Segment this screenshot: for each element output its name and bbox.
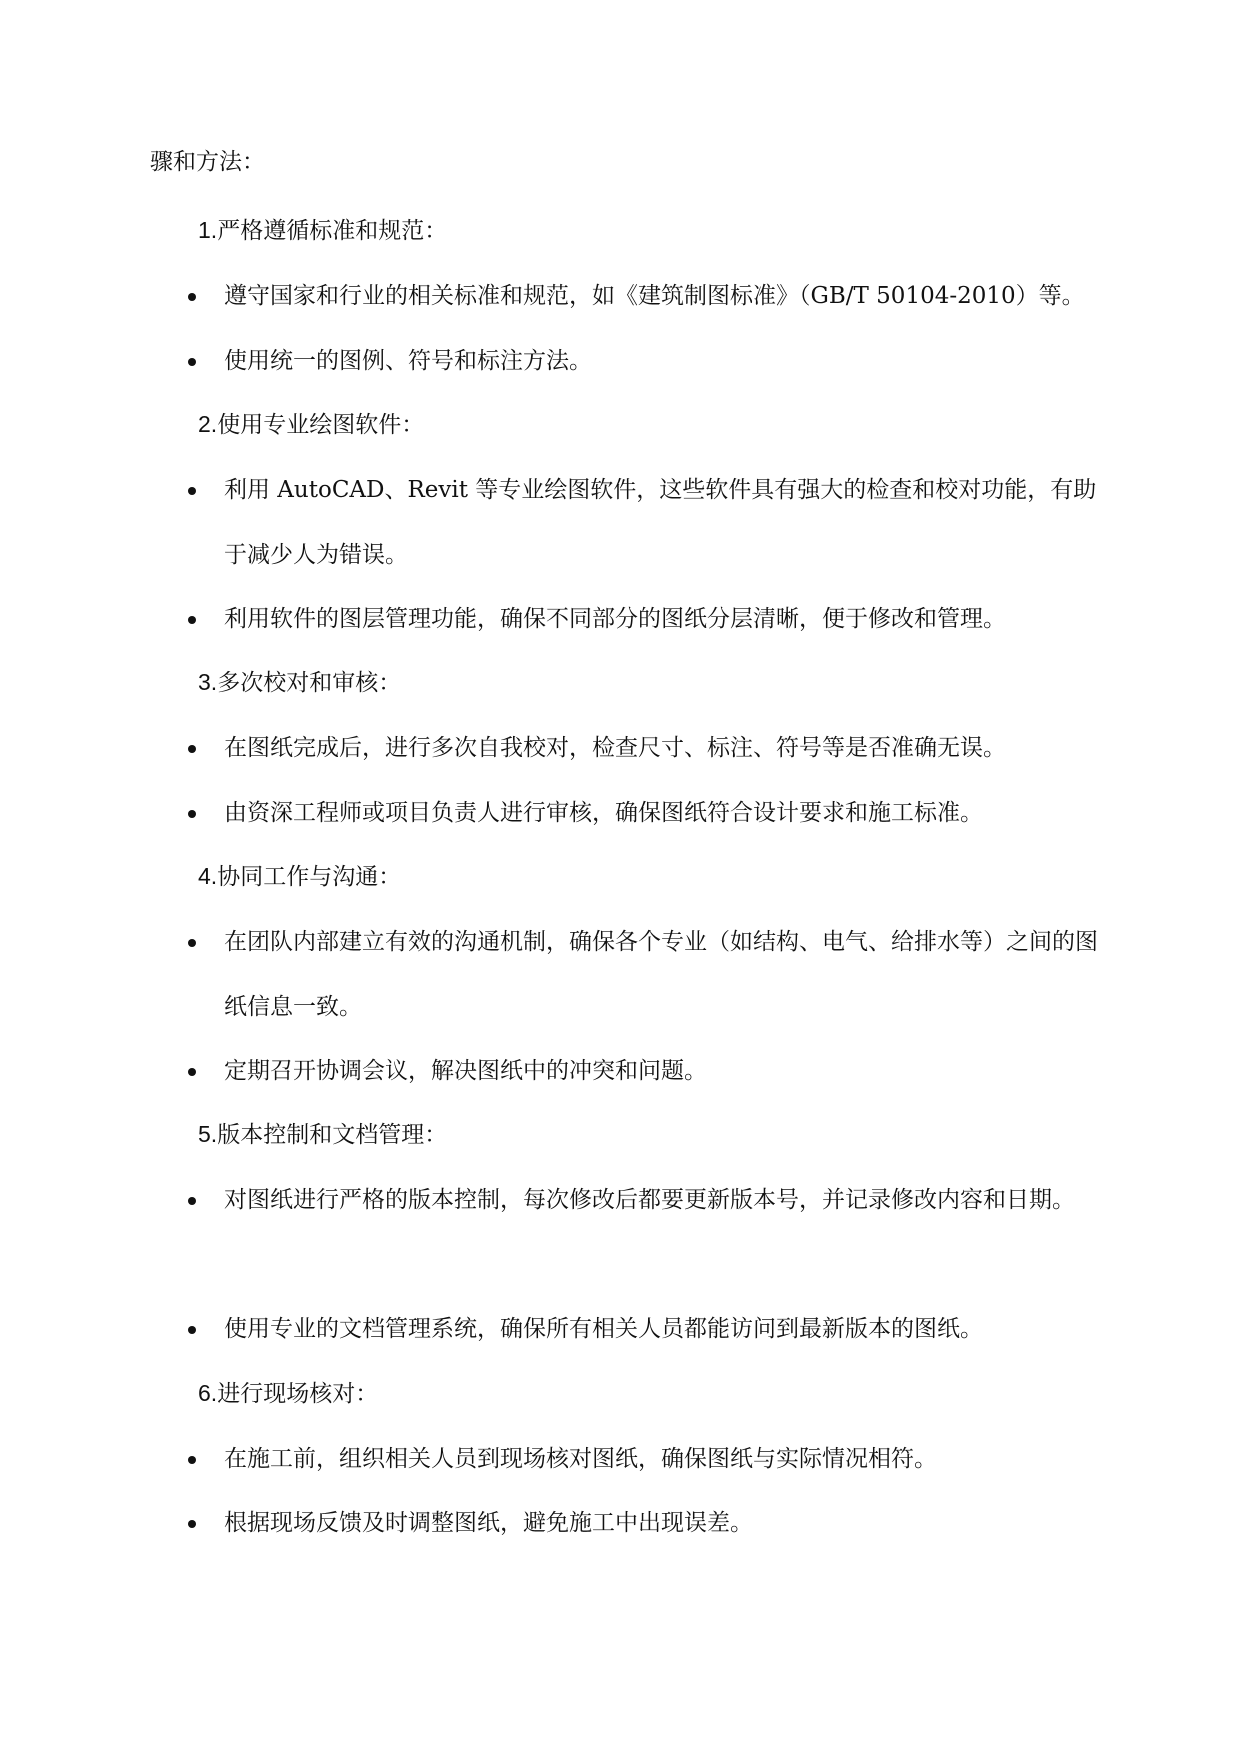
section-number: 4.: [198, 863, 218, 889]
bullet-icon: [188, 358, 196, 366]
list-item-text: 在图纸完成后，进行多次自我校对，检查尺寸、标注、符号等是否准确无误。: [224, 735, 1006, 761]
section-title: 协同工作与沟通：: [217, 864, 402, 890]
intro-text: 骤和方法：: [150, 149, 265, 175]
section-heading: [198, 666, 401, 699]
section-number: 5.: [198, 1121, 218, 1147]
bullet-icon: [188, 487, 196, 495]
section-heading: [198, 1377, 378, 1410]
section-title: 使用专业绘图软件：: [217, 412, 425, 438]
section-title: 严格遵循标准和规范：: [217, 218, 448, 244]
list-item-text: 遵守国家和行业的相关标准和规范，如《建筑制图标准》（GB/T 50104-2010）等。: [224, 283, 1085, 309]
list-item-text: 根据现场反馈及时调整图纸，避免施工中出现误差。: [224, 1510, 753, 1536]
section-title: 多次校对和审核：: [217, 670, 402, 696]
bullet-icon: [188, 293, 196, 301]
bullet-icon: [188, 745, 196, 753]
section-number: 1.: [198, 217, 218, 243]
list-item-text: 对图纸进行严格的版本控制，每次修改后都要更新版本号，并记录修改内容和日期。: [224, 1187, 1075, 1213]
section-number: 2.: [198, 411, 218, 437]
list-item-text: 在团队内部建立有效的沟通机制，确保各个专业（如结构、电气、给排水等）之间的图纸信息一致。: [224, 929, 1098, 1020]
bullet-icon: [188, 939, 196, 947]
bullet-icon: [188, 1068, 196, 1076]
section-title: 进行现场核对：: [217, 1381, 379, 1407]
section-heading: [198, 860, 401, 893]
section-title: 版本控制和文档管理：: [217, 1122, 448, 1148]
section-number: 3.: [198, 669, 218, 695]
bullet-icon: [188, 1456, 196, 1464]
bullet-icon: [188, 1520, 196, 1528]
bullet-icon: [188, 810, 196, 818]
list-item-text: 利用软件的图层管理功能，确保不同部分的图纸分层清晰，便于修改和管理。: [224, 606, 1006, 632]
bullet-icon: [188, 1197, 196, 1205]
list-item-text: 定期召开协调会议，解决图纸中的冲突和问题。: [224, 1058, 707, 1084]
bullet-icon: [188, 1326, 196, 1334]
list-item-text: 使用专业的文档管理系统，确保所有相关人员都能访问到最新版本的图纸。: [224, 1316, 983, 1342]
list-item-text: 利用 AutoCAD、Revit 等专业绘图软件，这些软件具有强大的检查和校对功能，有助于减少人为错误。: [224, 477, 1097, 568]
section-number: 6.: [198, 1380, 218, 1406]
section-heading: [198, 214, 447, 247]
list-item-text: 由资深工程师或项目负责人进行审核，确保图纸符合设计要求和施工标准。: [224, 800, 983, 826]
section-heading: [198, 408, 424, 441]
bullet-icon: [188, 616, 196, 624]
section-heading: [198, 1118, 447, 1151]
list-item-text: 使用统一的图例、符号和标注方法。: [224, 348, 592, 374]
list-item-text: 在施工前，组织相关人员到现场核对图纸，确保图纸与实际情况相符。: [224, 1446, 937, 1472]
